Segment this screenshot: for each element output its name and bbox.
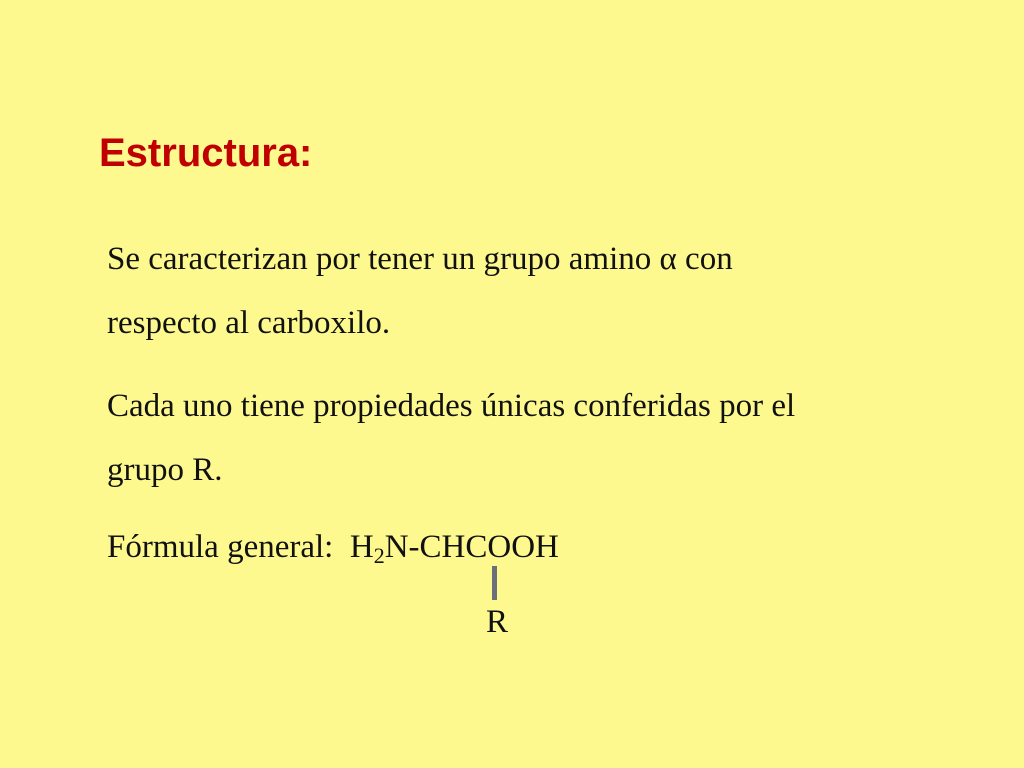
paragraph-line: grupo R.: [107, 452, 223, 488]
formula-subscript: 2: [373, 543, 385, 568]
paragraph-line: Cada uno tiene propiedades únicas conferidas por el: [107, 388, 796, 424]
formula-hydrogen: H: [349, 529, 374, 565]
formula-expression: [349, 529, 559, 568]
formula-r-substituent: R: [486, 604, 509, 640]
paragraph-line: respecto al carboxilo.: [107, 305, 391, 341]
paragraph-line: Se caracterizan por tener un grupo amino α con: [107, 241, 733, 277]
slide-title: Estructura:: [99, 131, 313, 175]
formula-label: Fórmula general:: [107, 529, 334, 565]
formula-backbone: N-CHCOOH: [384, 529, 559, 565]
paragraph-amino-group: [107, 227, 733, 355]
paragraph-r-group: [107, 374, 795, 502]
